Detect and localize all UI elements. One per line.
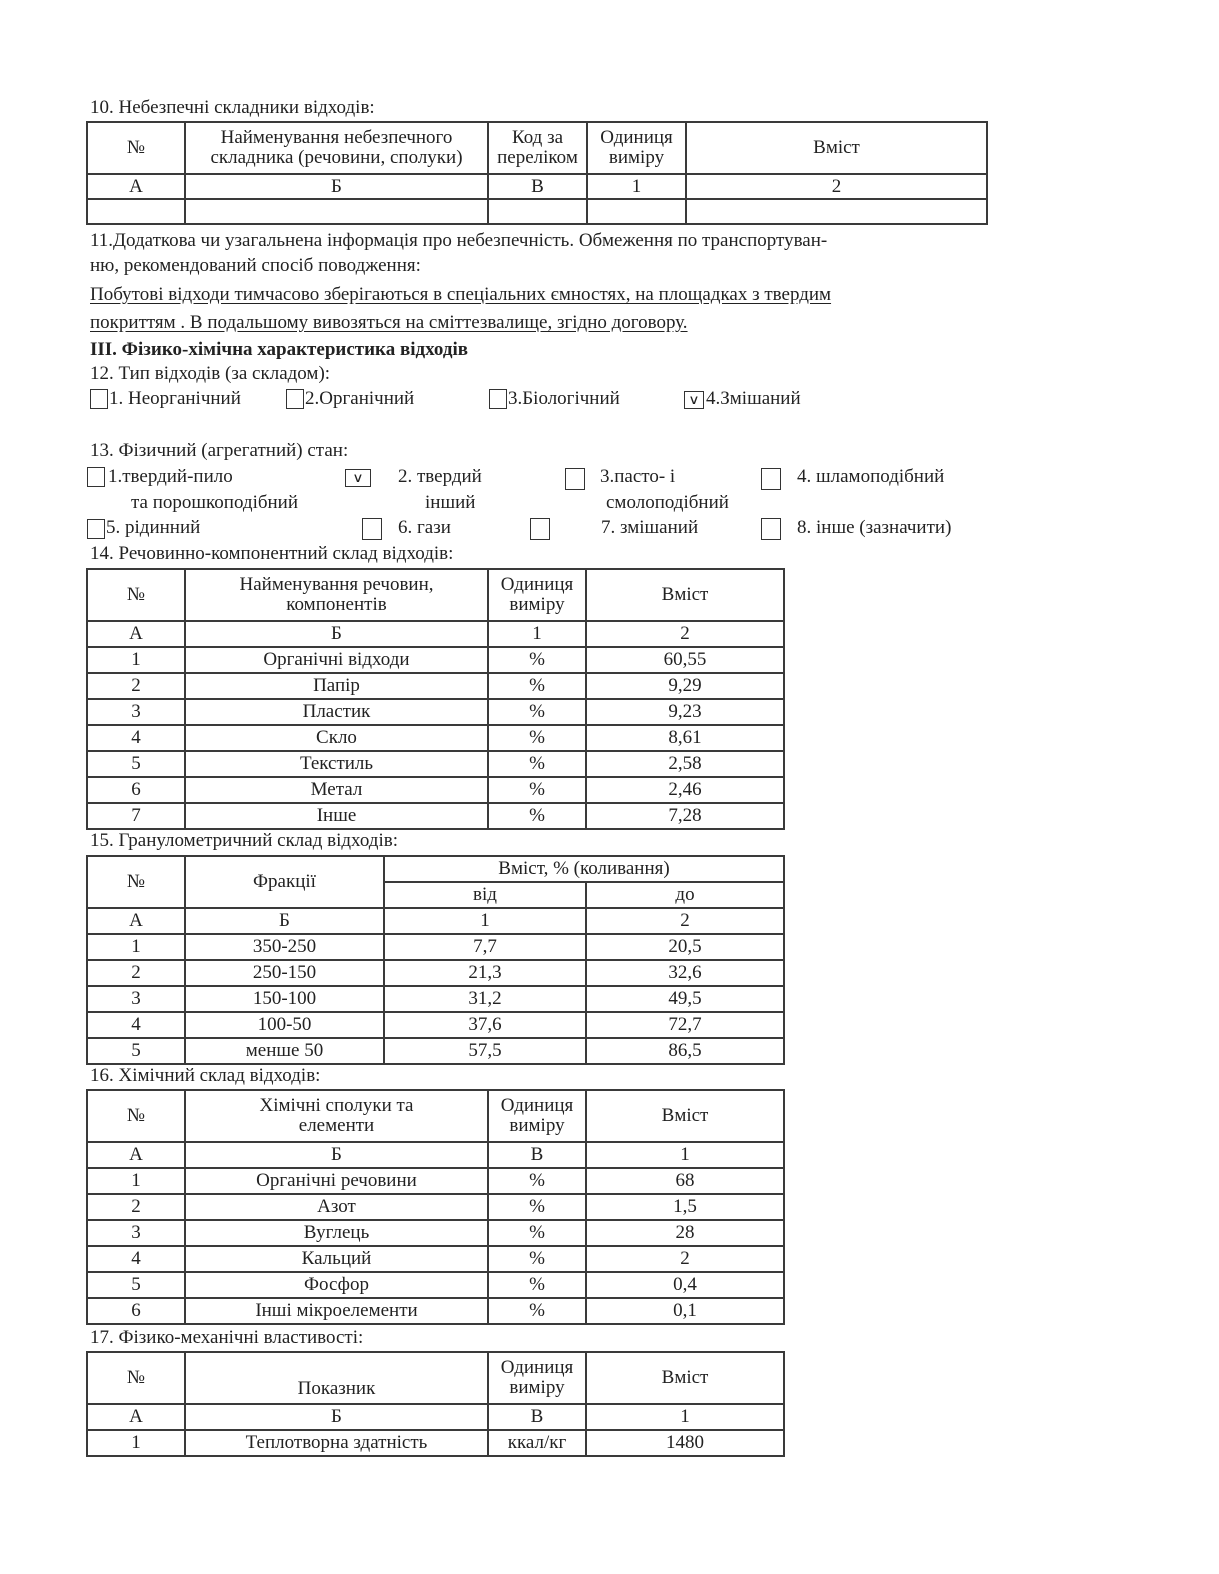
cell: 21,3	[384, 960, 586, 986]
check-mark-icon: ∨	[352, 471, 364, 486]
table-header-row	[87, 1090, 784, 1142]
cell: Фосфор	[185, 1272, 488, 1298]
cell: 2,58	[586, 751, 784, 777]
cell: 37,6	[384, 1012, 586, 1038]
section-11-text-line1: Побутові відходи тимчасово зберігаються в спеціальних ємностях, на площадках з твердим	[90, 284, 832, 305]
index-cell: 1	[587, 174, 686, 199]
checkbox-label: 5. рідинний	[106, 517, 201, 538]
cell: 2	[586, 1246, 784, 1272]
index-cell: А	[87, 1404, 185, 1430]
cell: 4	[87, 1012, 185, 1038]
table-row	[87, 1430, 784, 1456]
index-row	[87, 1142, 784, 1168]
cell: 5	[87, 751, 185, 777]
checkbox-solid-powder[interactable]	[87, 467, 105, 487]
checkbox-paste[interactable]	[565, 468, 585, 490]
checkbox-solid-other[interactable]	[345, 469, 371, 487]
header-fraction: Фракції	[185, 856, 384, 908]
index-cell: В	[488, 1142, 586, 1168]
cell: 7,7	[384, 934, 586, 960]
cell: Текстиль	[185, 751, 488, 777]
cell: 250-150	[185, 960, 384, 986]
cell: 1	[87, 1430, 185, 1456]
checkbox-label: 3.пасто- і	[600, 466, 676, 487]
cell	[488, 199, 587, 224]
cell: 8,61	[586, 725, 784, 751]
cell: 150-100	[185, 986, 384, 1012]
part-3-title: ІІІ. Фізико-хімічна характеристика відходів	[90, 339, 468, 360]
checkbox-other[interactable]	[761, 518, 781, 540]
cell: %	[488, 1194, 586, 1220]
cell: 5	[87, 1038, 185, 1064]
cell: 2	[87, 673, 185, 699]
physical-mechanical-table	[86, 1351, 785, 1457]
section-13-title: 13. Фізичний (агрегатний) стан:	[90, 440, 349, 461]
cell	[686, 199, 987, 224]
cell: 1	[87, 647, 185, 673]
cell: 4	[87, 725, 185, 751]
header-unit: Одиниця виміру	[488, 1090, 586, 1142]
table-header-row	[87, 1352, 784, 1404]
index-cell: 1	[586, 1142, 784, 1168]
index-cell: 1	[586, 1404, 784, 1430]
header-content: Вміст	[586, 1090, 784, 1142]
checkbox-biological[interactable]	[489, 389, 507, 409]
cell: %	[488, 673, 586, 699]
cell: 31,2	[384, 986, 586, 1012]
checkbox-label: 4. шламоподібний	[797, 466, 945, 487]
cell: 1,5	[586, 1194, 784, 1220]
index-row	[87, 908, 784, 934]
cell: %	[488, 1246, 586, 1272]
section-10-title: 10. Небезпечні складники відходів:	[90, 97, 375, 118]
index-cell: Б	[185, 1142, 488, 1168]
checkbox-mixed-state[interactable]	[530, 518, 550, 540]
table-row	[87, 1246, 784, 1272]
cell: %	[488, 725, 586, 751]
checkbox-label-line2: інший	[425, 492, 476, 513]
cell: %	[488, 1272, 586, 1298]
table-row	[87, 934, 784, 960]
cell: %	[488, 699, 586, 725]
checkbox-label: 4.Змішаний	[706, 388, 801, 409]
component-composition-table	[86, 568, 785, 830]
header-unit: Одиниця виміру	[488, 1352, 586, 1404]
checkbox-label-line2: смолоподібний	[606, 492, 729, 513]
header-content: Вміст	[686, 122, 987, 174]
checkbox-sludge[interactable]	[761, 468, 781, 490]
cell	[185, 199, 488, 224]
cell	[87, 199, 185, 224]
cell: 57,5	[384, 1038, 586, 1064]
index-cell: 1	[384, 908, 586, 934]
cell: 3	[87, 1220, 185, 1246]
index-cell: В	[488, 174, 587, 199]
cell: 1	[87, 934, 185, 960]
header-name: Показник	[185, 1352, 488, 1404]
section-17-title: 17. Фізико-механічні властивості:	[90, 1327, 364, 1348]
checkbox-liquid[interactable]	[87, 519, 105, 539]
checkbox-label: 1.твердий-пило	[108, 466, 233, 487]
cell: 100-50	[185, 1012, 384, 1038]
cell: Кальций	[185, 1246, 488, 1272]
cell: 20,5	[586, 934, 784, 960]
cell: 3	[87, 986, 185, 1012]
cell: 7,28	[586, 803, 784, 829]
header-name: Найменування небезпечного складника (речовини, сполуки)	[185, 122, 488, 174]
cell: %	[488, 777, 586, 803]
table-row	[87, 803, 784, 829]
index-cell: А	[87, 908, 185, 934]
checkbox-gases[interactable]	[362, 518, 382, 540]
cell: %	[488, 1298, 586, 1324]
table-body	[87, 621, 784, 829]
index-cell: А	[87, 174, 185, 199]
cell: Скло	[185, 725, 488, 751]
table-row	[87, 751, 784, 777]
cell: Органічні відходи	[185, 647, 488, 673]
chemical-composition-table	[86, 1089, 785, 1325]
header-code: Код за переліком	[488, 122, 587, 174]
index-row	[87, 621, 784, 647]
header-no: №	[87, 569, 185, 621]
header-content: Вміст, % (коливання)	[384, 856, 784, 882]
table-row	[87, 960, 784, 986]
cell: Папір	[185, 673, 488, 699]
checkbox-label: 1. Неорганічний	[109, 388, 241, 409]
checkbox-label: 2.Органічний	[305, 388, 415, 409]
cell: 0,1	[586, 1298, 784, 1324]
table-body	[87, 1142, 784, 1324]
table-row	[87, 673, 784, 699]
table-header-row	[87, 856, 784, 882]
cell: 2	[87, 1194, 185, 1220]
cell: 5	[87, 1272, 185, 1298]
table-row	[87, 1012, 784, 1038]
cell: менше 50	[185, 1038, 384, 1064]
index-cell: Б	[185, 908, 384, 934]
header-no: №	[87, 122, 185, 174]
cell: Пластик	[185, 699, 488, 725]
checkbox-label: 6. гази	[398, 517, 451, 538]
index-cell: 2	[586, 621, 784, 647]
header-unit: Одиниця виміру	[488, 569, 586, 621]
header-content: Вміст	[586, 1352, 784, 1404]
checkbox-label: 8. інше (зазначити)	[797, 517, 952, 538]
header-from: від	[384, 882, 586, 908]
section-15-title: 15. Гранулометричний склад відходів:	[90, 830, 398, 851]
cell: 2	[87, 960, 185, 986]
table-row	[87, 986, 784, 1012]
table-row	[87, 777, 784, 803]
section-12-title: 12. Тип відходів (за складом):	[90, 363, 331, 384]
index-cell: 1	[488, 621, 586, 647]
cell: %	[488, 1220, 586, 1246]
cell: 60,55	[586, 647, 784, 673]
cell: 68	[586, 1168, 784, 1194]
header-no: №	[87, 856, 185, 908]
cell: 86,5	[586, 1038, 784, 1064]
cell: 6	[87, 1298, 185, 1324]
section-14-title: 14. Речовинно-компонентний склад відходів:	[90, 543, 454, 564]
cell: 6	[87, 777, 185, 803]
hazardous-components-table	[86, 121, 988, 225]
cell: %	[488, 647, 586, 673]
table-row	[87, 1220, 784, 1246]
cell: 7	[87, 803, 185, 829]
index-cell: А	[87, 1142, 185, 1168]
index-cell: 2	[586, 908, 784, 934]
section-16-title: 16. Хімічний склад відходів:	[90, 1065, 321, 1086]
table-body	[87, 908, 784, 1064]
index-cell: В	[488, 1404, 586, 1430]
cell: 4	[87, 1246, 185, 1272]
table-row	[87, 647, 784, 673]
checkbox-label-line2: та порошкоподібний	[131, 492, 299, 513]
cell: ккал/кг	[488, 1430, 586, 1456]
index-cell: Б	[185, 174, 488, 199]
header-name: Найменування речовин, компонентів	[185, 569, 488, 621]
cell: Інші мікроелементи	[185, 1298, 488, 1324]
cell: %	[488, 1168, 586, 1194]
cell: 1	[87, 1168, 185, 1194]
checkbox-label: 3.Біологічний	[508, 388, 620, 409]
table-row	[87, 1038, 784, 1064]
section-11-title-line2: ню, рекомендований спосіб поводження:	[90, 255, 421, 276]
index-cell: Б	[185, 1404, 488, 1430]
cell: 72,7	[586, 1012, 784, 1038]
table-row	[87, 1272, 784, 1298]
checkbox-organic[interactable]	[286, 389, 304, 409]
table-header-row	[87, 569, 784, 621]
cell: Вуглець	[185, 1220, 488, 1246]
cell: %	[488, 803, 586, 829]
section-11-text-line2: покриттям . В подальшому вивозяться на сміттезвалище, згідно договору.	[90, 312, 688, 333]
header-unit: Одиниця виміру	[587, 122, 686, 174]
index-cell: А	[87, 621, 185, 647]
index-cell: 2	[686, 174, 987, 199]
cell: 9,23	[586, 699, 784, 725]
table-row	[87, 1194, 784, 1220]
table-row	[87, 699, 784, 725]
checkbox-label: 7. змішаний	[601, 517, 699, 538]
granulometric-table	[86, 855, 785, 1065]
table-row	[87, 199, 987, 224]
header-name: Хімічні сполуки та елементи	[185, 1090, 488, 1142]
cell: Азот	[185, 1194, 488, 1220]
checkbox-inorganic[interactable]	[90, 389, 108, 409]
table-row	[87, 1168, 784, 1194]
check-mark-icon: ∨	[688, 393, 700, 408]
cell: 32,6	[586, 960, 784, 986]
table-body	[87, 1404, 784, 1456]
index-row	[87, 1404, 784, 1430]
table-row	[87, 725, 784, 751]
header-no: №	[87, 1352, 185, 1404]
table-row	[87, 1298, 784, 1324]
table-header-row	[87, 122, 987, 174]
cell: Теплотворна здатність	[185, 1430, 488, 1456]
index-row	[87, 174, 987, 199]
cell: 9,29	[586, 673, 784, 699]
cell: 28	[586, 1220, 784, 1246]
cell: Метал	[185, 777, 488, 803]
header-no: №	[87, 1090, 185, 1142]
cell: 49,5	[586, 986, 784, 1012]
cell: Органічні речовини	[185, 1168, 488, 1194]
header-to: до	[586, 882, 784, 908]
cell: 3	[87, 699, 185, 725]
cell: 1480	[586, 1430, 784, 1456]
section-11-title-line1: 11.Додаткова чи узагальнена інформація про небезпечність. Обмеження по транспортуван-	[90, 230, 828, 251]
index-cell: Б	[185, 621, 488, 647]
checkbox-mixed[interactable]	[684, 391, 704, 409]
cell: 350-250	[185, 934, 384, 960]
header-content: Вміст	[586, 569, 784, 621]
cell: 0,4	[586, 1272, 784, 1298]
cell	[587, 199, 686, 224]
checkbox-label: 2. твердий	[398, 466, 482, 487]
cell: %	[488, 751, 586, 777]
cell: Інше	[185, 803, 488, 829]
cell: 2,46	[586, 777, 784, 803]
